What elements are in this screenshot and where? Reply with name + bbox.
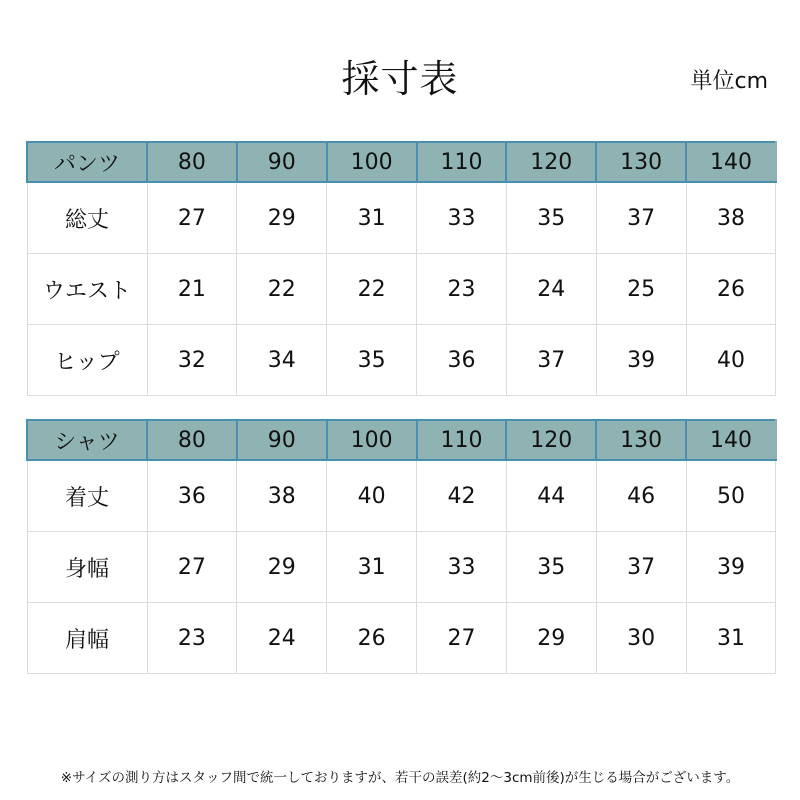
size-header: 100 xyxy=(327,420,417,460)
table-cell: 38 xyxy=(686,182,776,254)
table-header-label: シャツ xyxy=(27,420,147,460)
table-cell: 26 xyxy=(686,254,776,325)
row-label: 着丈 xyxy=(27,460,147,532)
table-cell: 38 xyxy=(237,460,327,532)
table-cell: 31 xyxy=(327,182,417,254)
table-header-label: パンツ xyxy=(27,142,147,182)
header-row xyxy=(27,142,776,182)
size-header: 110 xyxy=(417,420,507,460)
size-header: 110 xyxy=(417,142,507,182)
table-cell: 33 xyxy=(417,532,507,603)
table-cell: 35 xyxy=(506,182,596,254)
size-header: 90 xyxy=(237,420,327,460)
shirts-size-table xyxy=(26,419,777,674)
table-cell: 36 xyxy=(147,460,237,532)
table-cell: 27 xyxy=(147,532,237,603)
table-cell: 44 xyxy=(506,460,596,532)
table-cell: 37 xyxy=(596,532,686,603)
pants-size-table xyxy=(26,141,777,396)
table-cell: 31 xyxy=(327,532,417,603)
table-cell: 35 xyxy=(327,325,417,396)
size-header: 80 xyxy=(147,142,237,182)
table-cell: 29 xyxy=(237,182,327,254)
size-header: 140 xyxy=(686,142,776,182)
table-row xyxy=(27,532,776,603)
size-header: 140 xyxy=(686,420,776,460)
table-cell: 37 xyxy=(596,182,686,254)
row-label: 身幅 xyxy=(27,532,147,603)
table-cell: 37 xyxy=(506,325,596,396)
table-cell: 23 xyxy=(147,603,237,674)
table-cell: 22 xyxy=(327,254,417,325)
size-header: 120 xyxy=(506,142,596,182)
table-cell: 24 xyxy=(506,254,596,325)
table-cell: 42 xyxy=(417,460,507,532)
table-row xyxy=(27,182,776,254)
table-cell: 29 xyxy=(237,532,327,603)
size-header: 130 xyxy=(596,420,686,460)
table-cell: 35 xyxy=(506,532,596,603)
page-title: 採寸表 xyxy=(341,57,459,101)
table-cell: 40 xyxy=(686,325,776,396)
table-cell: 22 xyxy=(237,254,327,325)
table-cell: 39 xyxy=(686,532,776,603)
table-cell: 39 xyxy=(596,325,686,396)
size-header: 90 xyxy=(237,142,327,182)
table-cell: 26 xyxy=(327,603,417,674)
table-cell: 40 xyxy=(327,460,417,532)
table-cell: 32 xyxy=(147,325,237,396)
header-row xyxy=(27,420,776,460)
size-header: 100 xyxy=(327,142,417,182)
table-cell: 25 xyxy=(596,254,686,325)
table-row xyxy=(27,603,776,674)
measurement-note: ※サイズの測り方はスタッフ間で統一しておりますが、若干の誤差(約2～3cm前後)が生じる場合がございます。 xyxy=(60,770,740,786)
table-cell: 27 xyxy=(417,603,507,674)
row-label: 総丈 xyxy=(27,182,147,254)
table-cell: 50 xyxy=(686,460,776,532)
size-header: 120 xyxy=(506,420,596,460)
row-label: 肩幅 xyxy=(27,603,147,674)
unit-label: 単位cm xyxy=(690,69,768,94)
table-cell: 23 xyxy=(417,254,507,325)
row-label: ヒップ xyxy=(27,325,147,396)
table-cell: 27 xyxy=(147,182,237,254)
table-cell: 30 xyxy=(596,603,686,674)
table-cell: 24 xyxy=(237,603,327,674)
table-cell: 46 xyxy=(596,460,686,532)
row-label: ウエスト xyxy=(27,254,147,325)
size-header: 130 xyxy=(596,142,686,182)
table-cell: 33 xyxy=(417,182,507,254)
table-cell: 34 xyxy=(237,325,327,396)
size-header: 80 xyxy=(147,420,237,460)
table-cell: 21 xyxy=(147,254,237,325)
table-cell: 36 xyxy=(417,325,507,396)
table-cell: 31 xyxy=(686,603,776,674)
table-row xyxy=(27,254,776,325)
table-cell: 29 xyxy=(506,603,596,674)
table-row xyxy=(27,325,776,396)
table-row xyxy=(27,460,776,532)
